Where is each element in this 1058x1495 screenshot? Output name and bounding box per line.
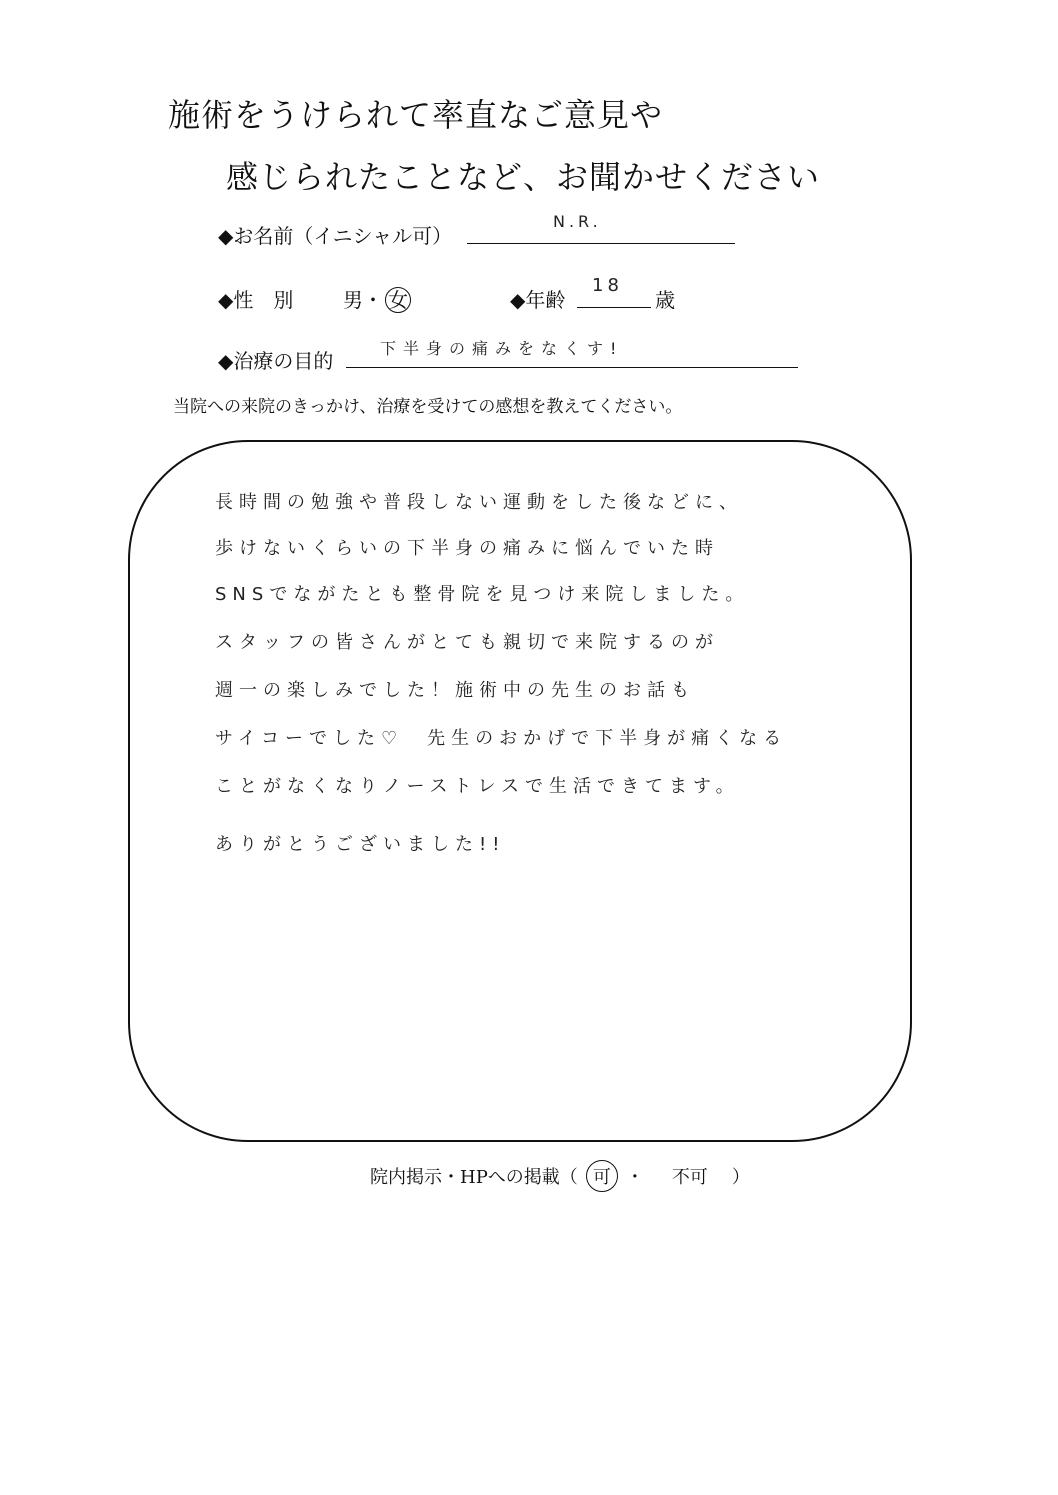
gender-male: 男 bbox=[343, 288, 363, 312]
feedback-prompt: 当院への来院のきっかけ、治療を受けての感想を教えてください。 bbox=[173, 397, 683, 417]
gender-separator: ・ bbox=[363, 288, 383, 312]
survey-title-line-1: 施術をうけられて率直なご意見や bbox=[168, 96, 664, 134]
gender-label: ◆性 別 bbox=[218, 288, 294, 312]
permission-label: 院内掲示・HPへの掲載（ bbox=[370, 1167, 578, 1188]
survey-title-line-2: 感じられたことなど、お聞かせください bbox=[226, 158, 821, 196]
name-value: N.R. bbox=[553, 212, 602, 231]
comment-line: 歩けないくらいの下半身の痛みに悩んでいた時 bbox=[215, 538, 719, 559]
age-unit: 歳 bbox=[655, 288, 675, 312]
comment-line: サイコーでした♡ 先生のおかげで下半身が痛くなる bbox=[215, 728, 788, 749]
age-value: 18 bbox=[592, 275, 623, 296]
publication-permission bbox=[370, 1160, 750, 1192]
gender-female-circled: 女 bbox=[385, 287, 411, 313]
purpose-underline bbox=[346, 367, 798, 368]
purpose-label: ◆治療の目的 bbox=[218, 349, 334, 373]
purpose-value: 下半身の痛みをなくす! bbox=[380, 339, 624, 358]
comment-line: ありがとうございました!! bbox=[215, 834, 506, 855]
permission-denied: 不可 bbox=[671, 1167, 708, 1188]
permission-close: ） bbox=[731, 1167, 750, 1188]
gender-options bbox=[343, 284, 411, 313]
permission-separator: ・ bbox=[625, 1167, 644, 1188]
comment-line: ことがなくなりノーストレスで生活できてます。 bbox=[215, 776, 740, 797]
comment-line: 長時間の勉強や普段しない運動をした後などに、 bbox=[215, 492, 743, 513]
age-underline bbox=[577, 307, 651, 308]
comment-line: 週一の楽しみでした！施術中の先生のお話も bbox=[215, 680, 695, 701]
comment-line: スタッフの皆さんがとても親切で来院するのが bbox=[215, 632, 719, 653]
age-label: ◆年齢 bbox=[510, 288, 566, 312]
name-label: ◆お名前（イニシャル可） bbox=[218, 224, 453, 248]
permission-allowed-circled: 可 bbox=[586, 1160, 618, 1192]
name-underline bbox=[467, 243, 735, 244]
comment-line: SNSでながたとも整骨院を見つけ来院しました。 bbox=[215, 584, 750, 605]
